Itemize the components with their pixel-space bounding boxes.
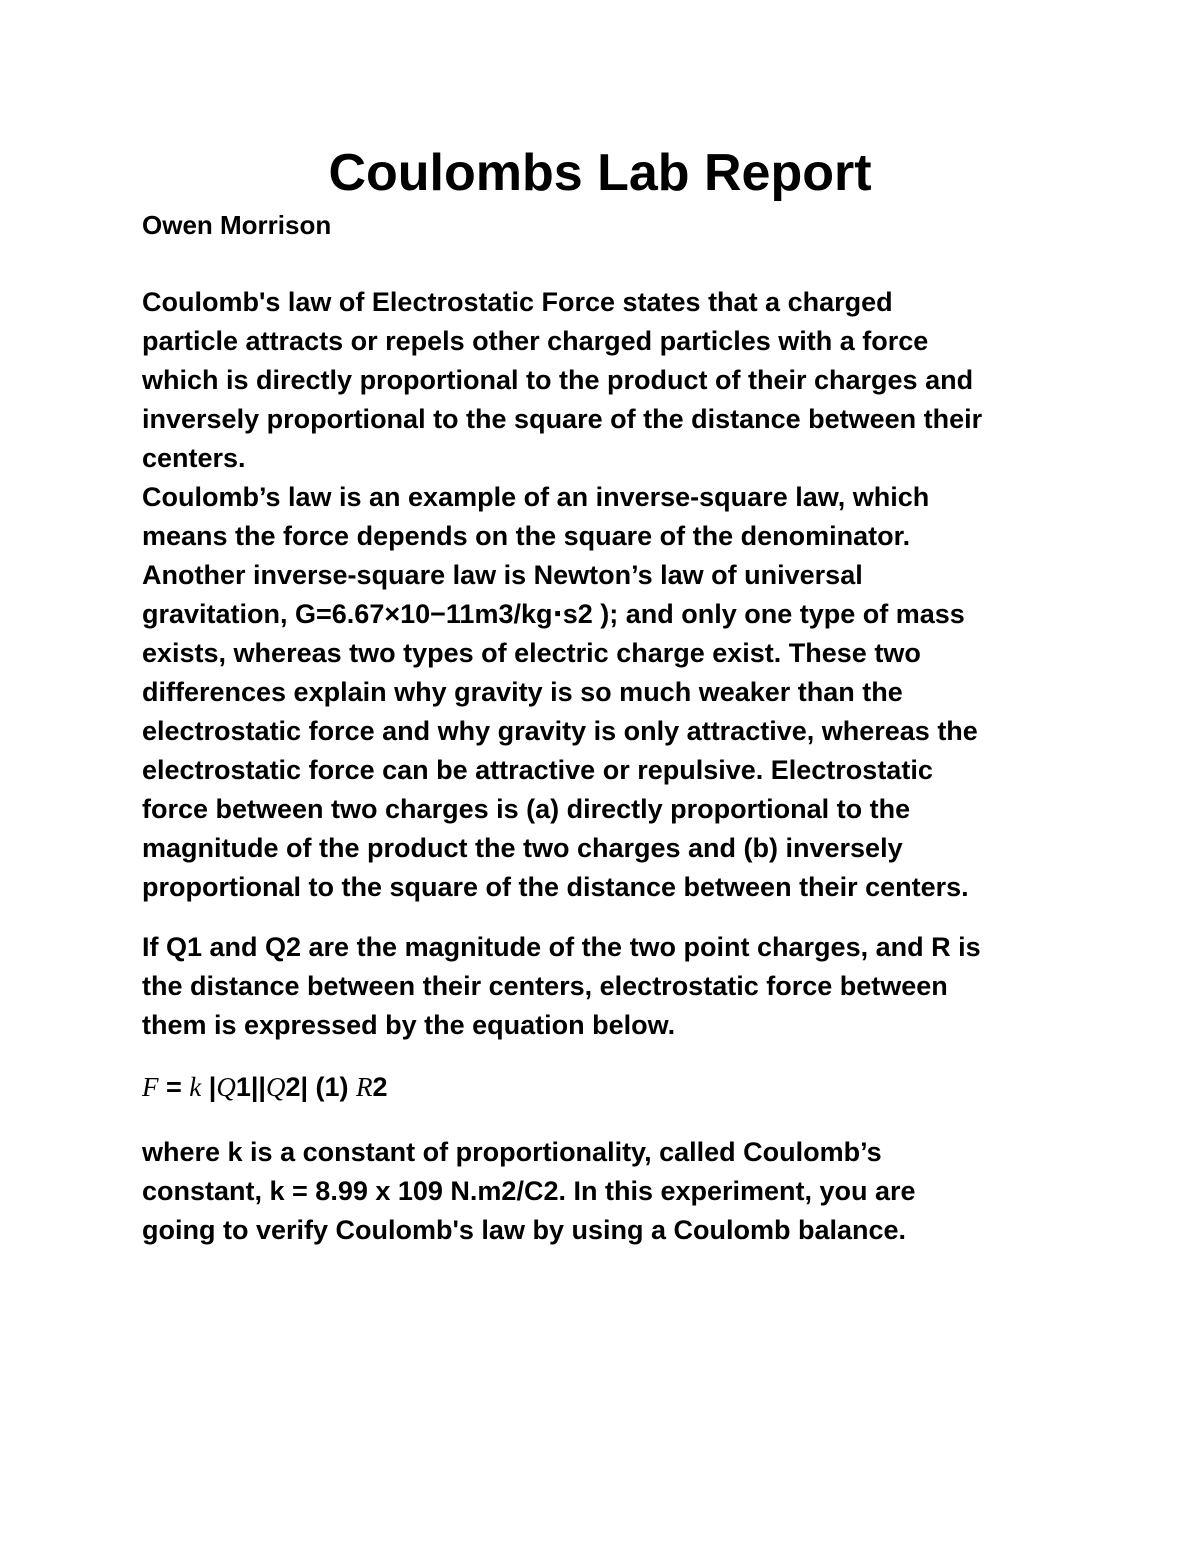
text-line: Coulomb’s law is an example of an inverse-square law, which	[142, 482, 930, 512]
text-line: If Q1 and Q2 are the magnitude of the two point charges, and R is	[142, 932, 981, 962]
equation-symbol-q2: Q	[265, 1072, 286, 1102]
text-line: particle attracts or repels other charged particles with a force	[142, 326, 929, 356]
text-line: the distance between their centers, electrostatic force between	[142, 971, 948, 1001]
text-line: magnitude of the product the two charges and (b) inversely	[142, 833, 903, 863]
text-line: inversely proportional to the square of the distance between their	[142, 404, 983, 434]
text-line: exists, whereas two types of electric charge exist. These two	[142, 638, 921, 668]
text-line: constant, k = 8.99 x 109 N.m2/C2. In this experiment, you are	[142, 1176, 916, 1206]
equation-r-exponent: 2	[372, 1072, 388, 1102]
equation-symbol-r: R	[356, 1072, 373, 1102]
text-line: centers.	[142, 443, 246, 473]
equation-symbol-q1: Q	[216, 1072, 236, 1102]
equation-symbol-f: F	[142, 1072, 159, 1102]
text-line: where k is a constant of proportionality, called Coulomb’s	[142, 1137, 882, 1167]
text-line: differences explain why gravity is so much weaker than the	[142, 677, 903, 707]
text-line: gravitation, G=6.67×10−11m3/kg⋅s2 ); and only one type of mass	[142, 599, 965, 629]
author-name: Owen Morrison	[142, 210, 332, 240]
text-line: Coulomb's law of Electrostatic Force states that a charged	[142, 287, 893, 317]
text-line: electrostatic force and why gravity is only attractive, whereas the	[142, 716, 978, 746]
equation-q2-index: 2| (1)	[285, 1072, 357, 1102]
document-title: Coulombs Lab Report	[328, 144, 872, 202]
equation-equals: =	[158, 1072, 190, 1102]
intro-paragraph	[142, 283, 1072, 907]
text-line: which is directly proportional to the product of their charges and	[142, 365, 974, 395]
charges-paragraph	[142, 928, 1072, 1045]
coulomb-equation	[142, 1068, 1072, 1107]
equation-abs-open: |	[201, 1072, 217, 1102]
equation-q1-index: 1||	[235, 1072, 266, 1102]
text-line: them is expressed by the equation below.	[142, 1010, 676, 1040]
text-line: proportional to the square of the distance between their centers.	[142, 872, 969, 902]
text-line: means the force depends on the square of the denominator.	[142, 521, 911, 551]
text-line: electrostatic force can be attractive or repulsive. Electrostatic	[142, 755, 933, 785]
text-line: force between two charges is (a) directly proportional to the	[142, 794, 911, 824]
constant-paragraph	[142, 1133, 1072, 1250]
equation-symbol-k: k	[189, 1072, 202, 1102]
text-line: going to verify Coulomb's law by using a Coulomb balance.	[142, 1215, 907, 1245]
text-line: Another inverse-square law is Newton’s law of universal	[142, 560, 863, 590]
